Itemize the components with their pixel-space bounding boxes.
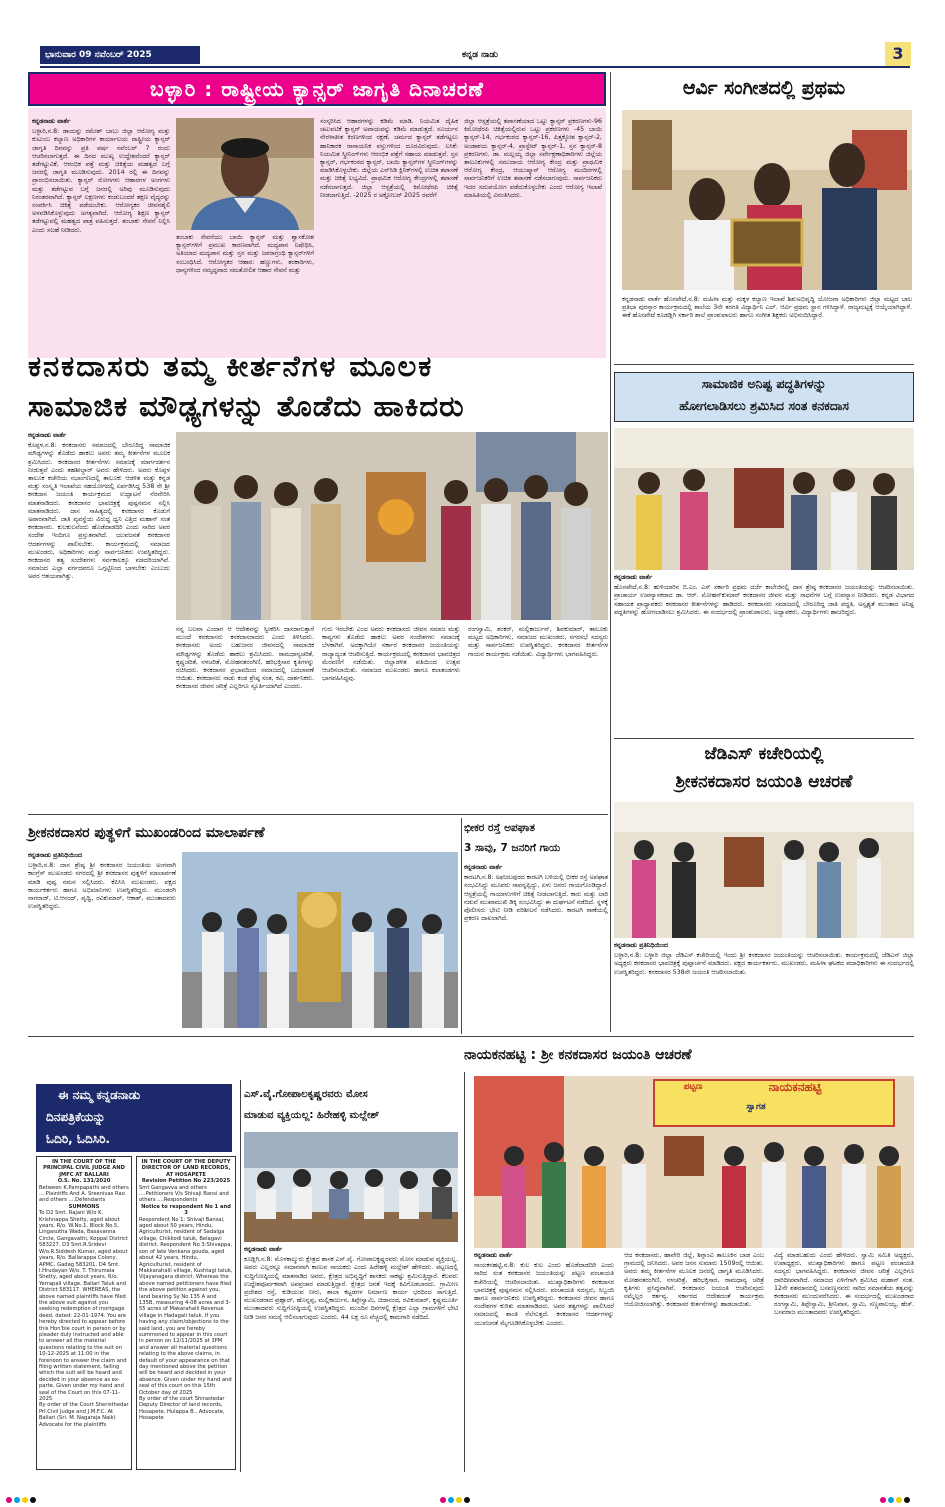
- nayaka-banner-small: ಪಟ್ಟಣ: [683, 1082, 703, 1092]
- jds-headline: [614, 740, 914, 798]
- garland-headline: [28, 818, 458, 848]
- accident-headline: [464, 818, 608, 860]
- portrait-image: [176, 118, 314, 230]
- nayaka-col1-text: ನಾಯಕನಹಟ್ಟಿ,ನ.8: ಕುಲ ಕುಲ ಎಂದು ಹೊಡೆದಾಡದಿರಿ ಎಂದು ಸಾರಿದ ಸಂತ ಕನಕದಾಸರ ಜಯಂತಿಯನ್ನು ಪಟ್ಟಣ ಪಂಚಾಯತಿ ಕಚೇರಿಯಲ್ಲಿ ಆಚರಿಸಲಾಯಿತು. ಮುಖ್ಯಾಧಿಕಾರಿಗಳು ಕನಕದಾಸರ ಭಾವಚಿತ್ರಕ್ಕೆ ಪುಷ್ಪನಮನ ಸಲ್ಲಿಸಿದರು. ಪಂಚಾಯತಿ ಸದಸ್ಯರು, ಸಿಬ್ಬಂದಿ ಹಾಗೂ ಸಾರ್ವಜನಿಕರು ಉಪಸ್ಥಿತರಿದ್ದರು. ಕನಕದಾಸರ ಜೀವನ ಹಾಗೂ ಸಂದೇಶಗಳ ಕುರಿತು ಮಾತನಾಡಿದರು. ಅವರ ತತ್ವಗಳನ್ನು ಪಾಲಿಸಿದರೆ ಸಮಾಜದಲ್ಲಿ ಶಾಂತಿ ನೆಲೆಸುತ್ತದೆ. ಕನಕದಾಸರ ಆದರ್ಶಗಳನ್ನು ಯುವಜನತೆ ಮೈಗೂಡಿಸಿಕೊಳ್ಳಬೇಕು ಎಂದರು.: [474, 1262, 614, 1327]
- arvi-caption-text: ಕನ್ನಡನಾಡು ವಾರ್ತೆ ಹೊಸಪೇಟೆ,ನ.8: ಮಹಿಳಾ ಮತ್ತು ಮಕ್ಕಳ ಕಲ್ಯಾಣ ಇಲಾಖೆ ಶಿಶುಅಭಿವೃದ್ಧಿ ಯೋಜನಾ ಅಧಿಕಾರಿಗಳು ಜಿಲ್ಲಾ ಮಟ್ಟದ ಬಾಲ ಪ್ರತಿಭಾ ಪುರಸ್ಕಾರ ಕಾರ್ಯಕ್ರಮದಲ್ಲಿ ಶಾಲೆಯ 3ನೇ ತರಗತಿ ವಿದ್ಯಾರ್ಥಿನಿ ಎಲ್. ಆರ್ವಿ ಪ್ರಥಮ ಸ್ಥಾನ ಗಳಿಸಿದ್ದಾಳೆ. ರಾಜ್ಯಮಟ್ಟಕ್ಕೆ ಆಯ್ಕೆಯಾಗಿದ್ದಾಳೆ. ಈಕೆ ಹೊಸಪೇಟೆ ಕೂಡಡ್ಲಿಗಿ ಸರ್ಕಾರಿ ಶಾಲೆ ಪ್ರಾಂಶುಪಾಲರು ಹಾಗೂ ಸಂಗೀತ ಶಿಕ್ಷಕರು ಅಭಿನಂದಿಸಿದ್ದಾರೆ.: [622, 296, 912, 320]
- gopala-body: [244, 1246, 458, 1472]
- masthead: [40, 46, 910, 68]
- garland-text: ಬಳ್ಳಾರಿ,ನ.8: ದಾಸ ಶ್ರೇಷ್ಠ ಶ್ರೀ ಕನಕದಾಸರ ಜಯಂತಿಯ ಅಂಗವಾಗಿ ಕಾಂಗ್ರೆಸ್ ಮುಖಂಡರು ನಗರದಲ್ಲಿ ಶ್ರೀ ಕನಕದಾಸರ ಪುತ್ಥಳಿಗೆ ಮಾಲಾರ್ಪಣೆ ಮಾಡಿ ಪುಷ್ಪ ನಮನ ಸಲ್ಲಿಸಿದರು. ಕೆಪಿಸಿಸಿ ಮುಖಂಡರು, ಪಕ್ಷದ ಕಾರ್ಯಕರ್ತರು ಹಾಗೂ ಅಭಿಮಾನಿಗಳು ಉಪಸ್ಥಿತರಿದ್ದರು. ಮುಂಡರಗಿ ನಾಗರಾಜ್, ಟಿ.ಆನಂದ್, ಪೃಥ್ವಿ, ರವಿಕುಮಾರ್, ಆಕಾಶ್, ಮುಂತಾದವರು ಉಪಸ್ಥಿತರಿದ್ದರು.: [28, 862, 176, 911]
- divider: [614, 738, 914, 739]
- arvi-caption: [622, 296, 912, 354]
- promo-line2: ದಿನಪತ್ರಿಕೆಯನ್ನು: [46, 1110, 106, 1124]
- bellary-col4-text: ಜಿಲ್ಲಾ ಆಸ್ಪತ್ರೆಯಲ್ಲಿ ತಪಾಸಣೆಯಾದ ಒಟ್ಟು ಕ್ಯಾನ್ಸರ್ ಪ್ರಕರಣಗಳು-96 ಕಿಮೋಥೆರಪಿ ಚಿಕಿತ್ಸೆಯಲ್ಲಿರುವ ಒಟ್ಟು ಪ್ರಕರಣಗಳು -45 ಬಾಯಿ ಕ್ಯಾನ್ಸರ್-14, ಗರ್ಭಕಂಠದ ಕ್ಯಾನ್ಸರ್-16, ಪಿತ್ತಕ್ಕೋಶ ಕ್ಯಾನ್ಸರ್-2, ಅಂಡಾಶಯ ಕ್ಯಾನ್ಸರ್-4, ಪ್ರಾಸ್ಟೇಟ್ ಕ್ಯಾನ್ಸರ್-1, ಸ್ತನ ಕ್ಯಾನ್ಸರ್-8 ಪ್ರಕರಣಗಳು. ಡಾ. ಮಲ್ಲಯ್ಯ ಜಿಲ್ಲಾ ಸರ್ವೇಕ್ಷಣಾಧಿಕಾರಿಗಳು ಜಿಲ್ಲೆಯ ತಾಲೂಕುಗಳಲ್ಲಿ ಸಮುದಾಯ ಆರೋಗ್ಯ ಕೇಂದ್ರ ಮತ್ತು ಪ್ರಾಥಮಿಕ ಆರೋಗ್ಯ ಕೇಂದ್ರ, ಆಯುಷ್ಮಾನ್ ಆರೋಗ್ಯ ಮಂದಿರಗಳಲ್ಲಿ ಸಾರ್ವಜನಿಕರಿಗೆ ಉಚಿತ ತಪಾಸಣೆ ನಡೆಸಲಾಗುವುದು. ಸಾರ್ವಜನಿಕರು ಇದರ ಸದುಪಯೋಗ ಪಡೆದುಕೊಳ್ಳಬೇಕು ಎಂದು ಆರೋಗ್ಯ ಇಲಾಖೆ ಮಾಹಿತಿಯಲ್ಲಿ ವಿನಂತಿಸಿದರು.: [464, 118, 602, 199]
- legal1-court: IN THE COURT OF THE PRINCIPAL CIVIL JUDGE AND JMFC AT BALLARI: [43, 1159, 125, 1178]
- legal-notice-2: [136, 1156, 236, 1470]
- bellary-officer-photo: [176, 118, 314, 230]
- bellary-byline: ಕನ್ನಡನಾಡು ವಾರ್ತೆ: [32, 118, 71, 125]
- kanaka-right-caption: ಕನ್ನಡನಾಡು ವಾರ್ತೆ: [614, 574, 653, 581]
- jds-photo: [614, 802, 914, 938]
- divider: [464, 1072, 465, 1472]
- bellary-col1: [32, 118, 170, 354]
- divider: [28, 814, 608, 815]
- jds-caption: ಕನ್ನಡನಾಡು ಪ್ರತಿನಿಧಿಯಿಂದ: [614, 942, 668, 949]
- legal1-sign: By order of the Court Sheristhedar Prl.Civil Judge and J.M.F.C. At Ballari (Sri. M. Nagaraja Naik) Advocate for the plaintiffs: [39, 1402, 129, 1428]
- gopala-headline-line2: ಮಾಡುವ ವ್ಯಕ್ತಿಯಲ್ಲ: ಹಿರೇಹಳ್ಳಿ ಮಲ್ಲೇಶ್: [244, 1110, 380, 1121]
- kanaka-right-text: ಹೊಸಪೇಟೆ,ನ.8: ಹುಳಿಯಾರಿನ ಬಿ.ಎಂ. ಎಸ್ ಸರ್ಕಾರಿ ಪ್ರಥಮ ದರ್ಜೆ ಕಾಲೇಜಿನಲ್ಲಿ ದಾಸ ಶ್ರೇಷ್ಠ ಕನಕದಾಸರ ಜಯಂತಿಯನ್ನು ಆಚರಿಸಲಾಯಿತು. ಪ್ರಾಚಾರ್ಯ ಉಪನ್ಯಾಸಕರಾದ ಡಾ. ಆರ್. ಮೋಹನ್‌ಕುಮಾರ್ ಕನಕದಾಸರ ಜೀವನ ಮತ್ತು ಸಾಧನೆಗಳ ಬಗ್ಗೆ ಉಪನ್ಯಾಸ ನೀಡಿದರು. ಕನ್ನಡ ವಿಭಾಗದ ಸಹಾಯಕ ಪ್ರಾಧ್ಯಾಪಕರು ಕನಕದಾಸರ ಕೀರ್ತನೆಗಳನ್ನು ಹಾಡಿದರು. ಕನಕದಾಸರು ಸಮಾಜದಲ್ಲಿ ಬೇರೂರಿದ್ದ ಜಾತಿ ಪದ್ಧತಿ, ಅಸ್ಪೃಶ್ಯತೆ ಮುಂತಾದ ಅನಿಷ್ಟ ಪದ್ಧತಿಗಳನ್ನು ಹೋಗಲಾಡಿಸಲು ಶ್ರಮಿಸಿದರು. ಈ ಸಂದರ್ಭದಲ್ಲಿ ಪ್ರಾಂಶುಪಾಲರು, ಅಧ್ಯಾಪಕರು, ವಿದ್ಯಾರ್ಥಿಗಳು ಹಾಜರಿದ್ದರು.: [614, 584, 914, 616]
- page-number: 3: [885, 42, 911, 66]
- nayaka-photo: [474, 1076, 914, 1248]
- kanaka-body-col2-text: ಗುರು ಇರಬೇಕು ಎಂದ ಅವರು ಕನಕದಾಸರು ಜೀವನ ಸಮಾಜ ಮತ್ತು ಕಾವ್ಯಗಳು ತೊಡೆದು ಹಾಕಲು ಅವರ ಸಂದೇಶಗಳು ಸಮಾಜಕ್ಕೆ ಬೆಳಕಾಗಿವೆ. ಅದಕ್ಕಾಗಿಯೇ ಸರ್ಕಾರ ಕನಕದಾಸರ ಜಯಂತಿಯನ್ನು ರಾಜ್ಯಾದ್ಯಂತ ಆಚರಿಸುತ್ತಿದೆ. ಕಾರ್ಯಕ್ರಮದಲ್ಲಿ ಕನಕದಾಸರ ಭಾವಚಿತ್ರದ ಮೆರವಣಿಗೆ ನಡೆಯಿತು. ಜಿಲ್ಲಾಡಳಿತ ವತಿಯಿಂದ ಉತ್ಸವ ಆಚರಿಸಲಾಯಿತು. ಸಮಾಜದ ಮುಖಂಡರು ಹಾಗೂ ಕಲಾತಂಡಗಳು ಭಾಗವಹಿಸಿದ್ದವು.: [322, 626, 460, 683]
- masthead-rule: [40, 66, 910, 68]
- kanaka-headline: [28, 346, 608, 428]
- legal1-parties: Between K.Pampapathi and others ....Plaintiffs And A. Sreenivas Rao and others ....Defendants: [39, 1184, 129, 1204]
- legal2-case: Revision Petition No 223/2025: [141, 1178, 231, 1185]
- jds-headline-line2: ಶ್ರೀಕನಕದಾಸರ ಜಯಂತಿ ಆಚರಣೆ: [675, 772, 853, 792]
- kanaka-right-headline-line2: ಹೋಗಲಾಡಿಸಲು ಶ್ರಮಿಸಿದ ಸಂತ ಕನಕದಾಸ: [679, 398, 849, 413]
- jds-office-image: [614, 802, 914, 938]
- nayaka-col3-text: ವಿದ್ಯೆ ಮಾಡಬಹುದು ಎಂದು ಹೇಳಿದರು. ಸ್ವಾಮಿ ಸಮಿತಿ ಅಧ್ಯಕ್ಷರು, ಉಪಾಧ್ಯಕ್ಷರು, ಮುಖ್ಯಾಧಿಕಾರಿಗಳು ಹಾಗೂ ಪಟ್ಟಣ ಪಂಚಾಯತಿ ಸದಸ್ಯರು ಭಾಗವಹಿಸಿದ್ದರು. ಕನಕದಾಸರ ಜೀವನ ಚರಿತ್ರೆ ಎಲ್ಲರಿಗೂ ದಾರಿದೀಪವಾಗಿದೆ. ಸಮಾಜದ ಏಳಿಗೆಗಾಗಿ ಶ್ರಮಿಸಿದ ಮಹಾನ್ ಸಂತ. 12ನೇ ಶತಮಾನದಲ್ಲಿ ಬಸವಣ್ಣನವರು ಸಾರಿದ ಸಮಾನತೆಯ ತತ್ವವನ್ನು ಕನಕದಾಸರು ಮುಂದುವರೆಸಿದರು. ಈ ಸಂದರ್ಭದಲ್ಲಿ ಮುಖಂಡರಾದ ರಂಗಸ್ವಾಮಿ, ತಿಪ್ಪೇಸ್ವಾಮಿ, ಶ್ರೀನಿವಾಸ, ಸ್ವಾಮಿ, ಸಣ್ಣಪಾಲಯ್ಯ, ಹೆಚ್. ಬಸವರಾಜ ಮುಂತಾದವರು ಉಪಸ್ಥಿತರಿದ್ದರು.: [774, 1252, 914, 1317]
- promo-line3: ಓದಿರಿ, ಓದಿಸಿರಿ.: [46, 1132, 110, 1146]
- panchayat-office-image: [474, 1076, 914, 1248]
- nayaka-caption: ಕನ್ನಡನಾಡು ವಾರ್ತೆ: [474, 1252, 513, 1259]
- kanaka-left-col: [28, 432, 170, 812]
- bellary-col4: [464, 118, 602, 354]
- jds-text: ಬಳ್ಳಾರಿ,ನ.8: ಬಳ್ಳಾರಿ ಜಿಲ್ಲಾ ಜೆಡಿಎಸ್ ಕಚೇರಿಯಲ್ಲಿ ಇಂದು ಶ್ರೀ ಕನಕದಾಸರ ಜಯಂತಿಯನ್ನು ಆಚರಿಸಲಾಯಿತು. ಕಾರ್ಯಕ್ರಮದಲ್ಲಿ ಜೆಡಿಎಸ್ ಜಿಲ್ಲಾ ಅಧ್ಯಕ್ಷರು ಕನಕದಾಸರ ಭಾವಚಿತ್ರಕ್ಕೆ ಪುಷ್ಪಾರ್ಚನೆ ಮಾಡಿದರು. ಪಕ್ಷದ ಕಾರ್ಯಕರ್ತರು, ಮುಖಂಡರು, ಮಹಿಳಾ ಘಟಕದ ಪದಾಧಿಕಾರಿಗಳು ಈ ಸಂದರ್ಭದಲ್ಲಿ ಉಪಸ್ಥಿತರಿದ್ದರು. ಕನಕದಾಸರ 538ನೇ ಜಯಂತಿ ಆಚರಿಸಲಾಯಿತು.: [614, 952, 914, 976]
- kanaka-right-body: [614, 574, 914, 736]
- nayaka-col1: [474, 1252, 614, 1472]
- award-ceremony-image: [622, 110, 912, 290]
- bellary-col3: [320, 118, 458, 354]
- divider: [610, 72, 611, 1032]
- press-meet-image: [244, 1132, 458, 1242]
- kanaka-right-headline-line1: ಸಾಮಾಜಿಕ ಅನಿಷ್ಟ ಪದ್ಧತಿಗಳನ್ನು: [701, 376, 827, 391]
- legal1-case: O.S. No. 131/2020: [57, 1178, 111, 1185]
- kanaka-headline-line1: ಕನಕದಾಸರು ತಮ್ಮ ಕೀರ್ತನೆಗಳ ಮೂಲಕ: [28, 349, 434, 383]
- kanaka-byline: ಕನ್ನಡನಾಡು ವಾರ್ತೆ: [28, 432, 67, 439]
- garland-caption: ಕನ್ನಡನಾಡು ಪ್ರತಿನಿಧಿಯಿಂದ: [28, 852, 82, 859]
- legal2-notice: Notice to respondent No 1 and 3: [141, 1203, 231, 1217]
- bellary-col2-text: ತಂಬಾಕು ಸೇವನೆಯು ಬಾಯಿ ಕ್ಯಾನ್ಸರ್ ಮತ್ತು ಶ್ವಾಸಕೋಶ ಕ್ಯಾನ್ಸರ್‌ಗಳಿಗೆ ಪ್ರಮುಖ ಕಾರಣವಾಗಿದೆ. ಮದ್ಯಪಾನ ನಿಷೇಧಿಸಿ, ಅತಿಯಾದ ಮದ್ಯಪಾನ ಮತ್ತು ಸ್ತನ ಮತ್ತು ಜಠರಾಗ್ರಂಥಿ ಕ್ಯಾನ್ಸರ್‌ಗಳಿಗೆ ಸಂಬಂಧಿಸಿದೆ. ಆರೋಗ್ಯಕರ ಆಹಾರ: ಹಣ್ಣುಗಳು, ತರಕಾರಿಗಳು, ಧಾನ್ಯಗಳಿಂದ ಸಮೃದ್ಧವಾದ ಸಮತೋಲಿತ ಆಹಾರ ಸೇವನೆ ಮತ್ತು: [176, 234, 314, 274]
- kanaka-body-col3-text: ರಂಗಸ್ವಾಮಿ, ಶಂಕರ್, ಮಲ್ಲಿಕಾರ್ಜುನ್, ಶಿವಕುಮಾರ್, ತಾಲೂಕು ಮಟ್ಟದ ಅಧಿಕಾರಿಗಳು, ಸಮಾಜದ ಮುಖಂಡರು, ನಗರಸಭೆ ಸದಸ್ಯರು ಮತ್ತು ಸಾರ್ವಜನಿಕರು ಉಪಸ್ಥಿತರಿದ್ದರು. ಕನಕದಾಸರ ಕೀರ್ತನೆಗಳ ಗಾಯನ ಕಾರ್ಯಕ್ರಮ ನಡೆಯಿತು. ವಿದ್ಯಾರ್ಥಿಗಳು ಭಾಗವಹಿಸಿದ್ದರು.: [468, 626, 608, 658]
- legal2-sign: By order of the court Shirastedar Deputy Director of land records, Hosapete. Hulappa B., Advocate, Hosapete: [139, 1396, 225, 1422]
- garland-headline-text: ಶ್ರೀಕನಕದಾಸರ ಪುತ್ಥಳಿಗೆ ಮುಖಂಡರಿಂದ ಮಾಲಾರ್ಪಣೆ: [28, 825, 265, 841]
- nayaka-banner-sub: ಸ್ವಾಗತ: [746, 1102, 766, 1112]
- divider: [461, 818, 462, 1034]
- bellary-headline: [28, 72, 606, 106]
- nayaka-headline: [464, 1040, 914, 1070]
- kanaka-body-col1-text: ನನ್ನ ಬಲವಾ ಎಂದಾಗ ಆ ಆದೇಶವನ್ನು ಸ್ವೀಕರಿಸಿ ದಾಸರಾಗುತ್ತಾರೆ ಮುಂದೆ ಕನಕದಾಸರು ಕನಕದಾಸರಾದರು ಎಂದು ತಿಳಿಸಿದರು. ಕನಕದಾಸರು ಅಂದು ಬಹುಜನರ ಜೀವನದಲ್ಲಿ ಸಾಮಾಜಿಕ ಮೌಢ್ಯಗಳನ್ನು ತೊಡೆದು ಹಾಕಲು ಶ್ರಮಿಸಿದರು. ರಾಮಧಾನ್ಯಚರಿತೆ, ಕೃಷ್ಣಚರಿತೆ, ನಳಚರಿತೆ, ಮೋಹನತರಂಗಿಣಿ, ಹರಿಭಕ್ತಿಸಾರ ಕೃತಿಗಳನ್ನು ರಚಿಸಿದರು. ಕನಕದಾಸರ ಪ್ರಭಾವದಿಂದ ಸಮಾಜದಲ್ಲಿ ಬದಲಾವಣೆ ಆಯಿತು. ಕನಕದಾಸರು ನಾಡು ಕಂಡ ಶ್ರೇಷ್ಠ ಸಂತ, ಕವಿ, ದಾರ್ಶನಿಕರು. ಕನಕದಾಸರ ಜೀವನ ಚರಿತ್ರೆ ಎಲ್ಲರಿಗೂ ಸ್ಫೂರ್ತಿಯಾಗಿದೆ ಎಂದರು.: [176, 626, 314, 691]
- bellary-col1-text: ಬಳ್ಳಾರಿ,ನ.8: ಡಾಯನ್ನು ರಮೇಶ್ ಬಾಬು ಜಿಲ್ಲಾ ಆರೋಗ್ಯ ಮತ್ತು ಕುಟುಂಬ ಕಲ್ಯಾಣ ಅಧಿಕಾರಿಗಳ ಕಾರ್ಯಾಲಯ ರಾಷ್ಟ್ರೀಯ ಕ್ಯಾನ್ಸರ್ ಜಾಗೃತಿ ದಿನವನ್ನು ಪ್ರತಿ ವರ್ಷ ನವೆಂಬರ್ 7 ರಂದು ಆಚರಿಸಲಾಗುತ್ತದೆ. ಈ ದಿನದ ಮುಖ್ಯ ಉದ್ದೇಶವೆಂದರೆ ಕ್ಯಾನ್ಸರ್ ತಡೆಗಟ್ಟುವಿಕೆ, ಆರಂಭಿಕ ಪತ್ತೆ ಮತ್ತು ಚಿಕಿತ್ಸೆಯ ಮಹತ್ವದ ಬಗ್ಗೆ ಜನರಲ್ಲಿ ಜಾಗೃತಿ ಮೂಡಿಸುವುದು. 2014 ರಲ್ಲಿ ಈ ದಿನವನ್ನು ಪ್ರಾರಂಭಿಸಲಾಯಿತು. ಕ್ಯಾನ್ಸರ್ ರೋಗಗಳು ಆಹಾರಗಳ ಅಂಗಗಳು ಮತ್ತು ತಡೆಗಟ್ಟುವ ಬಗ್ಗೆ ಜನರಲ್ಲಿ ಅರಿವು ಮೂಡಿಸುವುದು ನಿರಂತರವಾಗಿದೆ. ಕ್ಯಾನ್ಸರ್ ಲಕ್ಷಣಗಳು ಕಂಡುಬಂದರೆ ತಕ್ಷಣ ವೈದ್ಯರನ್ನು ಸಂಪರ್ಕಿಸಿ ಚಿಕಿತ್ಸೆ ಪಡೆಯಬೇಕು. ಆರೋಗ್ಯಕರ ಜೀವನಶೈಲಿ ಅಳವಡಿಸಿಕೊಳ್ಳುವುದು ಅಗತ್ಯವಾಗಿದೆ. ಆರೋಗ್ಯ ಶಿಕ್ಷಣ ಕ್ಯಾನ್ಸರ್ ತಡೆಗಟ್ಟುವಲ್ಲಿ ಮಹತ್ವದ ಪಾತ್ರ ವಹಿಸುತ್ತದೆ. ತಂಬಾಕು ಸೇವನೆ ನಿಲ್ಲಿಸಿ ಎಂದು ಸಲಹೆ ನೀಡಿದರು.: [32, 128, 170, 234]
- legal2-body: Respondent No 1: Shivaji Bansai, aged about 50 years, Hindu, Agriculturist, resident of Sadalga village, Chikkodi taluk, Belagavi district. Respondent No 3:Shivappa, son of late Venkana gouda, aged about 42 years, Hindu, Agriculturist, resident of Makkarahalli village, Kushtagi taluk, Vijayanagara district. Whereas the above named petitioners have filed the above petition against you, land bearing Sy No 135 A and 135B, measuring 4-08 acres and 3-55 acres of Makarahalli Revenue village in Hadagali taluk. If you having any claim/objections to the said land, you are hereby summoned to appear in this court in person on 12/11/2025 at 3PM and answer all material questions relating to the above claims, in default of your appearance on that day mentioned above the petition will be heard and decided in your absence. Given under my hand and seal of this court on this 15th October day of 2025: [139, 1216, 233, 1396]
- color-registration-center: [440, 1488, 472, 1507]
- kanaka-body-col3: [468, 626, 608, 812]
- date-box: ಭಾನುವಾರ 09 ನವೆಂಬರ್ 2025: [40, 46, 200, 64]
- promo-line1: ಈ ನಮ್ಮ ಕನ್ನಡನಾಡು: [58, 1088, 141, 1102]
- accident-headline-line1: ಭೀಕರ ರಸ್ತೆ ಅಪಘಾತ: [464, 822, 535, 834]
- bellary-body: [28, 108, 606, 358]
- nayaka-col2-text: ಆದ ಕನಕದಾಸರು, ಹಾವೇರಿ ಜಿಲ್ಲೆ, ಶಿಗ್ಗಾಂವಿ ತಾಲೂಕಿನ ಬಾಡ ಎಂಬ ಗ್ರಾಮದಲ್ಲಿ ಜನಿಸಿದರು. ಅವರ ಜನನ ಸುಮಾರು 1509ರಲ್ಲಿ ಆಯಿತು. ಅವರು ತಮ್ಮ ಕೀರ್ತನೆಗಳ ಮೂಲಕ ಜನರಲ್ಲಿ ಜಾಗೃತಿ ಮೂಡಿಸಿದರು. ಮೋಹನತರಂಗಿಣಿ, ನಳಚರಿತ್ರೆ, ಹರಿಭಕ್ತಿಸಾರ, ರಾಮಧಾನ್ಯ ಚರಿತ್ರೆ ಕೃತಿಗಳು ಪ್ರಸಿದ್ಧವಾಗಿವೆ. ಕನಕದಾಸರ ಜಯಂತಿ ಆಚರಿಸುವುದು ನಮ್ಮೆಲ್ಲರ ಕರ್ತವ್ಯ. ಸರ್ಕಾರದ ಆದೇಶದಂತೆ ಕಾರ್ಯಕ್ರಮ ಆಯೋಜಿಸಲಾಗಿತ್ತು. ಕನಕದಾಸರ ಕೀರ್ತನೆಗಳನ್ನು ಹಾಡಲಾಯಿತು.: [624, 1252, 764, 1309]
- gopala-caption: ಕನ್ನಡನಾಡು ವಾರ್ತೆ: [244, 1246, 283, 1253]
- legal1-summons: SUMMONS: [68, 1203, 100, 1210]
- accident-headline-line2: 3 ಸಾವು, 7 ಜನರಿಗೆ ಗಾಯ: [464, 842, 561, 854]
- legal2-court: IN THE COURT OF THE DEPUTY DIRECTOR OF LAND RECORDS, AT HOSAPETE: [141, 1159, 231, 1178]
- divider: [240, 1080, 241, 1472]
- divider: [28, 1036, 914, 1037]
- nayaka-banner-big: ನಾಯಕನಹಟ್ಟಿ: [768, 1080, 822, 1094]
- garland-photo: [182, 852, 458, 1028]
- gopala-photo: [244, 1132, 458, 1242]
- kanaka-headline-line2: ಸಾಮಾಜಿಕ ಮೌಢ್ಯಗಳನ್ನು ತೊಡೆದು ಹಾಕಿದರು: [28, 389, 465, 423]
- college-group-image: [614, 428, 914, 570]
- legal2-parties: Smt Gangavva and others ....Petitioners V/s Shivaji Bansi and others ....Respondents: [139, 1184, 229, 1204]
- paper-name: ಕನ್ನಡ ನಾಡು: [462, 50, 498, 60]
- kanaka-body-col2: [322, 626, 460, 812]
- divider: [614, 364, 914, 365]
- arvi-headline: [614, 72, 914, 106]
- gopala-text: ಕೂಡ್ಲಿಗಿ,ನ.8: ಮೊಳಕಾಲ್ಮುರು ಕ್ಷೇತ್ರದ ಶಾಸಕ ಎಸ್.ವೈ. ಗೋಪಾಲಕೃಷ್ಣರವರು ಮೋಸ ಮಾಡುವ ವ್ಯಕ್ತಿಯಲ್ಲ. ಅವರು ಎಲ್ಲರನ್ನೂ ಸಮಾನವಾಗಿ ಕಾಣುವ ನಾಯಕರು ಎಂದು ಹಿರೇಹಳ್ಳಿ ಮಲ್ಲೇಶ್ ಹೇಳಿದರು. ಪಟ್ಟಣದಲ್ಲಿ ಸುದ್ದಿಗೋಷ್ಠಿಯಲ್ಲಿ ಮಾತನಾಡಿದ ಅವರು, ಕ್ಷೇತ್ರದ ಅಭಿವೃದ್ಧಿಗೆ ಶಾಸಕರು ಸಾಕಷ್ಟು ಶ್ರಮಿಸುತ್ತಿದ್ದಾರೆ. ಕೆಲವರು ಉದ್ದೇಶಪೂರ್ವಕವಾಗಿ ಅಪಪ್ರಚಾರ ಮಾಡುತ್ತಿದ್ದಾರೆ. ಕ್ಷೇತ್ರದ ಜನತೆ ಇದಕ್ಕೆ ಕಿವಿಗೊಡಬಾರದು. ಗ್ರಾಮೀಣ ಪ್ರದೇಶದ ರಸ್ತೆ, ಕುಡಿಯುವ ನೀರು, ಶಾಲಾ ಕಟ್ಟಡಗಳ ನಿರ್ಮಾಣ ಕಾರ್ಯ ಭರದಿಂದ ಸಾಗುತ್ತಿದೆ. ಮುಖಂಡರಾದ ಪ್ರಹ್ಲಾದ್, ಹೊನ್ನಪ್ಪ, ಮಲ್ಲಿಕಾರ್ಜುನ, ತಿಪ್ಪೇಸ್ವಾಮಿ, ಚಿದಾನಂದ, ರವಿಕುಮಾರ್, ಕೃಷ್ಣಮೂರ್ತಿ ಮುಂತಾದವರು ಸುದ್ದಿಗೋಷ್ಠಿಯಲ್ಲಿ ಉಪಸ್ಥಿತರಿದ್ದರು. ಮುಂದಿನ ದಿನಗಳಲ್ಲಿ ಕ್ಷೇತ್ರದ ಎಲ್ಲಾ ಗ್ರಾಮಗಳಿಗೆ ಭೇಟಿ ನೀಡಿ ಜನರ ಸಮಸ್ಯೆ ಆಲಿಸಲಾಗುವುದು ಎಂದರು. 44 ಲಕ್ಷ ರೂ ವೆಚ್ಚದಲ್ಲಿ ಕಾಮಗಾರಿ ನಡೆದಿದೆ.: [244, 1256, 458, 1321]
- kanaka-body-col1: [176, 626, 314, 812]
- bellary-headline-text: ಬಳ್ಳಾರಿ : ರಾಷ್ಟ್ರೀಯ ಕ್ಯಾನ್ಸರ್ ಜಾಗೃತಿ ದಿನಾಚರಣೆ: [150, 77, 484, 101]
- promo-box: [36, 1084, 232, 1152]
- arvi-headline-text: ಆರ್ವಿ ಸಂಗೀತದಲ್ಲಿ ಪ್ರಥಮ: [682, 77, 846, 99]
- nayaka-col2: [624, 1252, 764, 1472]
- accident-text: ಕಾರಟಗಿ,ನ.8: ಅಫಜಲಪುರದ ಕಾರಟಗಿ ಬಳಿಯಲ್ಲಿ ಭೀಕರ ರಸ್ತೆ ಅಪಘಾತ ಸಂಭವಿಸಿದ್ದು ಮೂವರು ಸಾವನ್ನಪ್ಪಿದ್ದು, ಏಳು ಜನರು ಗಾಯಗೊಂಡಿದ್ದಾರೆ. ಆಸ್ಪತ್ರೆಯಲ್ಲಿ ಗಾಯಾಳುಗಳಿಗೆ ಚಿಕಿತ್ಸೆ ನೀಡಲಾಗುತ್ತಿದೆ. ಕಾರು ಮತ್ತು ಲಾರಿ ನಡುವೆ ಮುಖಾಮುಖಿ ಡಿಕ್ಕಿ ಸಂಭವಿಸಿದ್ದು ಈ ದುರ್ಘಟನೆ ನಡೆದಿದೆ. ಸ್ಥಳಕ್ಕೆ ಪೊಲೀಸರು ಭೇಟಿ ನೀಡಿ ಪರಿಶೀಲನೆ ನಡೆಸಿದರು. ಕಾರಟಗಿ ಠಾಣೆಯಲ್ಲಿ ಪ್ರಕರಣ ದಾಖಲಾಗಿದೆ.: [464, 874, 608, 923]
- statue-garland-image: [182, 852, 458, 1028]
- color-registration-right: [880, 1488, 912, 1507]
- kanaka-left-text: ಕೊಪ್ಪಳ,ನ.8: ಕನಕದಾಸರು ಸಮಾಜದಲ್ಲಿ ಬೇರೂರಿದ್ದ ಸಾಮಾಜಿಕ ಮೌಢ್ಯಗಳನ್ನು ತೊಡೆದು ಹಾಕಲು ಅವರು ತಮ್ಮ ಕೀರ್ತನೆಗಳ ಮೂಲಕ ಶ್ರಮಿಸಿದರು. ಕನಕದಾಸರ ಕೀರ್ತನೆಗಳು ಸಮಾಜಕ್ಕೆ ಮಾರ್ಗದರ್ಶನ ನೀಡುತ್ತವೆ ಎಂದು ತಹಶೀಲ್ದಾರ್ ಅವರು ಹೇಳಿದರು. ಅವರು ಕೊಪ್ಪಳ ತಾಲೂಕ ಕಚೇರಿಯ ಸಭಾಂಗಣದಲ್ಲಿ ತಾಲೂಕು ಆಡಳಿತ ಮತ್ತು ಕನ್ನಡ ಮತ್ತು ಸಂಸ್ಕೃತಿ ಇಲಾಖೆಯ ಸಹಯೋಗದಲ್ಲಿ ಏರ್ಪಡಿಸಿದ್ದ 538 ನೇ ಶ್ರೀ ಕನಕದಾಸ ಜಯಂತಿ ಕಾರ್ಯಕ್ರಮದ ಉದ್ಘಾಟನೆ ನೆರವೇರಿಸಿ ಮಾತನಾಡಿದರು. ಕನಕದಾಸರ ಭಾವಚಿತ್ರಕ್ಕೆ ಪುಷ್ಪನಮನ ಸಲ್ಲಿಸಿ ಮಾತನಾಡಿದರು. ದಾಸ ಸಾಹಿತ್ಯದಲ್ಲಿ ಕನಕದಾಸರ ಕೊಡುಗೆ ಅಪಾರವಾಗಿದೆ. ಜಾತಿ ವ್ಯವಸ್ಥೆಯ ವಿರುದ್ಧ ಧ್ವನಿ ಎತ್ತಿದ ಮಹಾನ್ ಸಂತ ಕನಕದಾಸರು. ಕುಲಕುಲವೆಂದು ಹೊಡೆದಾಡದಿರಿ ಎಂದು ಸಾರಿದ ಅವರ ಸಂದೇಶ ಇಂದಿಗೂ ಪ್ರಸ್ತುತವಾಗಿದೆ. ಯುವಜನತೆ ಕನಕದಾಸರ ಆದರ್ಶಗಳನ್ನು ಪಾಲಿಸಬೇಕು. ಕಾರ್ಯಕ್ರಮದಲ್ಲಿ ಸಮಾಜದ ಮುಖಂಡರು, ಅಧಿಕಾರಿಗಳು ಮತ್ತು ಸಾರ್ವಜನಿಕರು ಉಪಸ್ಥಿತರಿದ್ದರು. ಕನಕದಾಸರ ತತ್ವ ಸಂದೇಶಗಳು ಸರ್ವಕಾಲಕ್ಕೂ ಮಾದರಿಯಾಗಿವೆ. ಸಮಾಜದ ಎಲ್ಲಾ ವರ್ಗದವರೂ ಒಗ್ಗಟ್ಟಿನಿಂದ ಬಾಳಬೇಕು ಎಂಬುದು ಅವರ ಆಶಯವಾಗಿತ್ತು.: [28, 442, 170, 581]
- bellary-col2: [176, 234, 314, 354]
- bellary-col3-text: ಸಂಸ್ಕರಿಸಿದ ಆಹಾರಗಳನ್ನು ಕಡಿಮೆ ಮಾಡಿ. ನಿಯಮಿತ ದೈಹಿಕ ಚಟುವಟಿಕೆ ಕ್ಯಾನ್ಸರ್ ಅಪಾಯವನ್ನು ಕಡಿಮೆ ಮಾಡುತ್ತದೆ. ಸೂರ್ಯನ ನೇರಳಾತೀತ ಕಿರಣಗಳಿಂದ ರಕ್ಷಣೆ, ಚರ್ಮದ ಕ್ಯಾನ್ಸರ್ ತಡೆಗಟ್ಟಲು ಹಾನಿಕಾರಕ ರಾಸಾಯನಿಕ ವಸ್ತುಗಳಿಂದ ದೂರವಿರುವುದು. ಲಸಿಕೆ: ನಿಯಮಿತ ಸ್ಕ್ರೀನಿಂಗ್‌ಗಳು ಆರಂಭಿಕ ಪತ್ತೆಗೆ ಸಹಾಯ ಮಾಡುತ್ತವೆ. ಸ್ತನ ಕ್ಯಾನ್ಸರ್, ಗರ್ಭಕಂಠದ ಕ್ಯಾನ್ಸರ್, ಬಾಯಿ ಕ್ಯಾನ್ಸರ್‌ಗಳ ಸ್ಕ್ರೀನಿಂಗ್‌ಗಳನ್ನು ಮಾಡಿಸಿಕೊಳ್ಳಬೇಕು. ಜಿಲ್ಲೆಯ ಎನ್‌ಸಿಡಿ ಕ್ಲಿನಿಕ್‌ಗಳಲ್ಲಿ ಉಚಿತ ತಪಾಸಣೆ ಮತ್ತು ಚಿಕಿತ್ಸೆ ಲಭ್ಯವಿದೆ. ಪ್ರಾಥಮಿಕ ಆರೋಗ್ಯ ಕೇಂದ್ರಗಳಲ್ಲಿ ತಪಾಸಣೆ ನಡೆಸಲಾಗುತ್ತದೆ. ಜಿಲ್ಲಾ ಆಸ್ಪತ್ರೆಯಲ್ಲಿ ಕಿಮೋಥೆರಪಿ ಚಿಕಿತ್ಸೆ ನೀಡಲಾಗುತ್ತಿದೆ. -2025 ರ ಅಕ್ಟೋಬರ್ 2025 ರವರೆಗೆ: [320, 118, 458, 199]
- arvi-photo: [622, 110, 912, 290]
- jds-body: [614, 942, 914, 1034]
- group-photo-image: [176, 432, 608, 620]
- garland-body: [28, 852, 176, 1032]
- kanaka-right-photo: [614, 428, 914, 570]
- gopala-headline: [244, 1084, 458, 1130]
- nayaka-headline-text: ನಾಯಕನಹಟ್ಟಿ : ಶ್ರೀ ಕನಕದಾಸರ ಜಯಂತಿ ಆಚರಣೆ: [464, 1047, 692, 1063]
- kanaka-main-photo: [176, 432, 608, 620]
- kanaka-right-headline: [614, 372, 914, 422]
- legal-notice-1: [36, 1156, 132, 1470]
- gopala-headline-line1: ಎಸ್.ವೈ.ಗೋಪಾಲಕೃಷ್ಣರವರು ಮೋಸ: [244, 1089, 368, 1100]
- color-registration-left: [6, 1488, 38, 1507]
- accident-body: [464, 864, 608, 1032]
- nayaka-col3: [774, 1252, 914, 1472]
- jds-headline-line1: ಜೆಡಿಎಸ್ ಕಚೇರಿಯಲ್ಲಿ: [704, 744, 824, 764]
- accident-caption: ಕನ್ನಡನಾಡು ವಾರ್ತೆ: [464, 864, 503, 871]
- legal1-body: To D2 Smt. Rajani W/o K. Krishnappa Shetty, aged about years, R/o. W.No.1, Block No.5, Lingasutha Wada, Basavanna Circle, Gangavathi, Koppal District 583227. D3 Smt.R.Sridevi W/o.R.Siddesh Kumar, aged about years, R/o. Ballarappa Colony, APMC, Gadag 583201. D4 Smt. I.Hrudayan W/o. T. Thirumala Shetty, aged about years, R/o. Yerrapali village, Ballari Taluk and District 583117. WHEREAS, the above named plaintiffs have filed the above suit against you seeking redemption of mortgage deed, dated: 22-01-1974. You are hereby directed to appear before this Hon'ble court in person or by pleader duly instructed and able to answer all the material questions relating to the suit on 10-12-2025 at 11:00 in the forenoon to answer the claim and filing written statement, failing which the suit will be heard and decided in your absence as ex-parte. Given under my hand and seal of the Court on this 07-11-2025: [39, 1210, 128, 1403]
